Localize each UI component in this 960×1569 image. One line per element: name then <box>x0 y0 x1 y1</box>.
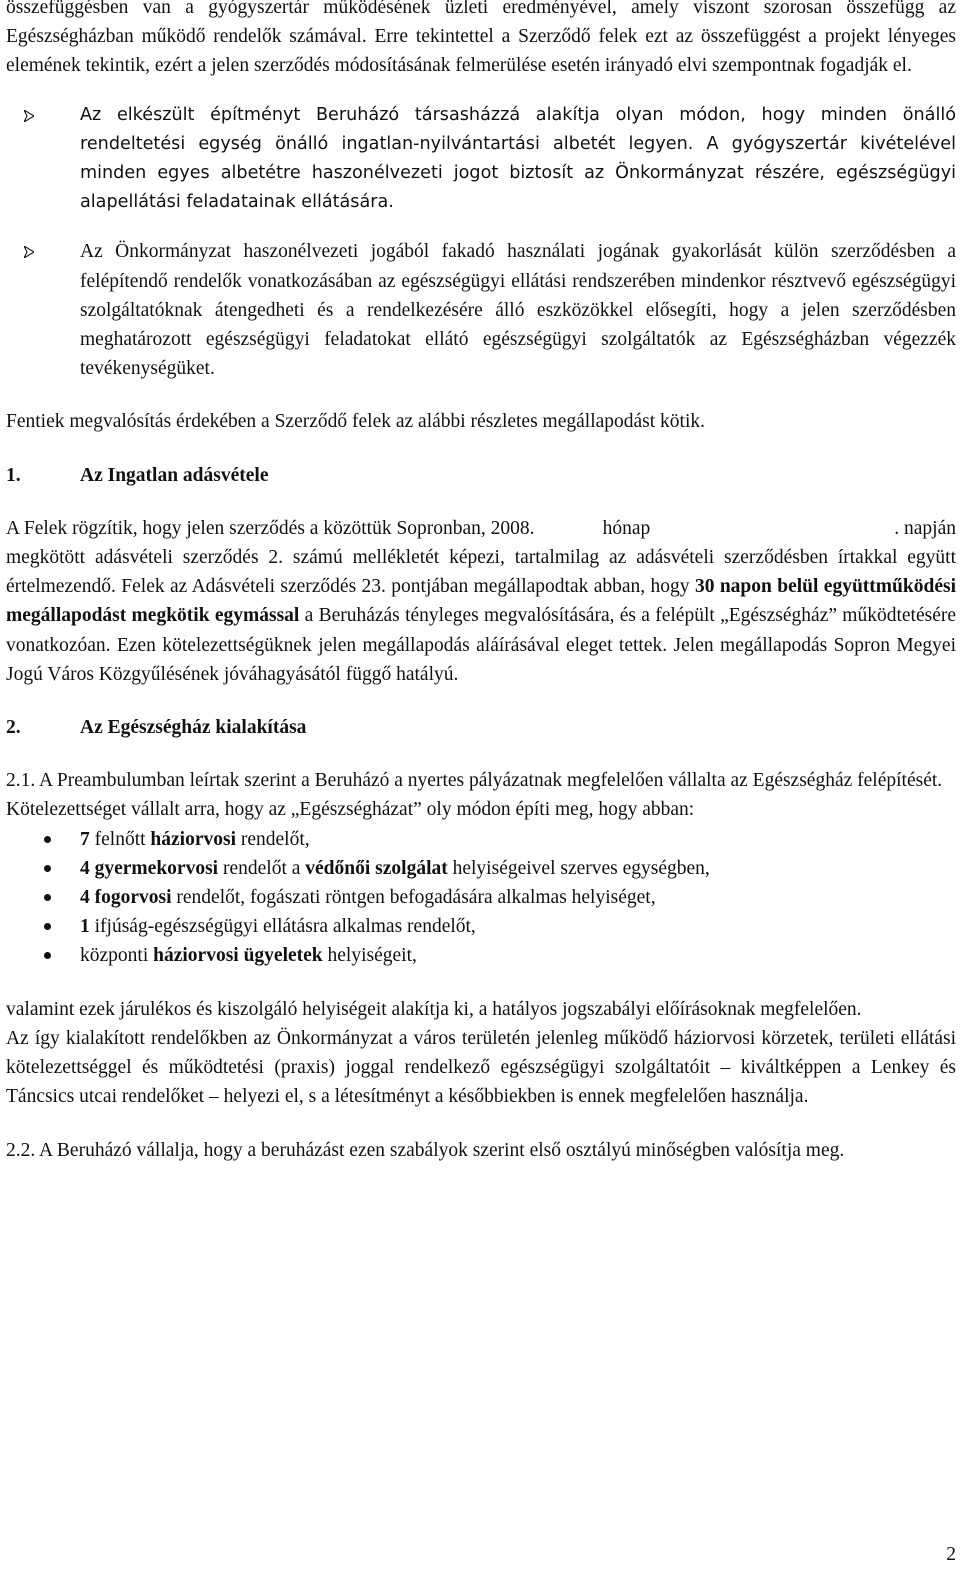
list-item <box>6 912 956 941</box>
facility-list <box>6 825 956 971</box>
section-2-1-obligation: Kötelezettséget vállalt arra, hogy az „Egészségházat” oly módon építi meg, hogy abban: <box>6 799 695 821</box>
rendelok-paragraph: Az így kialakított rendelőkben az Önkormányzat a város területén jelenleg működő háziorvosi körzetek, területi ellátási kötelezettséggel és működtetési (praxis) joggal rendelkező egészségügyi szolgáltatóit – kiváltképpen a Lenkey és Táncsics utcai rendelőket – helyezi el, s a létesítményt a későbbiekben is ennek megfelelően használja. <box>6 1027 956 1108</box>
list-item <box>6 854 956 883</box>
section-1-heading <box>6 461 956 490</box>
bullet-dot-icon <box>44 836 51 843</box>
section-title: Az Egészségház kialakítása <box>80 717 307 739</box>
text-fragment: helyiségeit, <box>322 945 417 967</box>
fentiek-paragraph: Fentiek megvalósítás érdekében a Szerződő felek az alábbi részletes megállapodást kötik. <box>6 411 706 433</box>
section-1-bold-text: 30 napon belül együttműködési megállapodást megkötik egymással <box>6 576 956 627</box>
list-item <box>6 825 956 854</box>
section-1-paragraph <box>6 514 956 543</box>
bold-fragment: háziorvosi <box>150 828 236 850</box>
arrow-bullet-icon <box>24 246 34 258</box>
bold-fragment: 4 fogorvosi <box>80 887 172 909</box>
bold-fragment: 7 <box>80 828 90 850</box>
arrow-item-text: Az elkészült építményt Beruházó társasházzá alakítja olyan módon, hogy minden önálló rendeltetési egység önálló ingatlan-nyilvántartási albetét legyen. A gyógyszertár kivételével minden egyes albetétre haszonélvezeti jogot biztosít az Önkormányzat részére, egészségügyi alapellátási feladatainak ellátására. <box>80 104 956 213</box>
text-fragment: helyiségeivel szerves egységben, <box>447 857 710 879</box>
section-2-1-paragraph: 2.1. A Preambulumban leírtak szerint a Beruházó a nyertes pályázatnak megfelelően vállalta az Egészségház felépítését. <box>6 770 943 792</box>
bold-fragment: 1 <box>80 916 90 938</box>
bold-fragment: háziorvosi ügyeletek <box>153 945 323 967</box>
arrow-list-item <box>6 237 956 383</box>
document-page <box>6 0 956 1165</box>
section-1-text: A Felek rögzítik, hogy jelen szerződés a közöttük Sopronban, 2008. <box>6 517 535 539</box>
text-fragment: központi <box>80 945 154 967</box>
section-2-heading <box>6 713 956 742</box>
page-number: 2 <box>946 1544 956 1565</box>
after-bullets-paragraph: valamint ezek járulékos és kiszolgáló helyiségeit alakítja ki, a hatályos jogszabályi előírásoknak megfelelően. <box>6 998 862 1020</box>
intro-paragraph: összefüggésben van a gyógyszertár működésének üzleti eredményével, amely viszont szorosan összefügg az Egészségházban működő rendelők számával. Erre tekintettel a Szerződő felek ezt az összefüggést a projekt lényeges elemének tekintik, ezért a jelen szerződés módosításának felmerülése esetén irányadó elvi szempontnak fogadják el. <box>6 0 956 77</box>
bold-fragment: védőnői szolgálat <box>305 857 448 879</box>
bullet-dot-icon <box>44 894 51 901</box>
section-number: 1. <box>6 464 21 486</box>
section-1-text: megkötött adásvételi szerződés 2. számú mellékletét képezi, tartalmilag az adásvételi szerződésben írtakkal együtt értelmezendő. Felek az Adásvételi szerződés 23. pontjában megállapodtak abban, hogy <box>6 547 956 598</box>
text-fragment: ifjúság-egészségügyi ellátásra alkalmas rendelőt, <box>89 916 476 938</box>
arrow-item-text: Az Önkormányzat haszonélvezeti jogából fakadó használati jogának gyakorlását külön szerződésben a felépítendő rendelők vonatkozásában az egészségügyi ellátási rendszerében mindenkor résztvevő egészségügyi szolgáltatóknak átengedheti és a rendelkezésére álló eszközökkel elősegíti, hogy a jelen szerződésben meghatározott egészségügyi feladatokat ellátó egészségügyi szolgáltatók az Egészségházban végezzék tevékenységüket. <box>80 241 956 380</box>
bullet-dot-icon <box>44 952 51 959</box>
section-2-2-paragraph: 2.2. A Beruházó vállalja, hogy a beruházást ezen szabályok szerint első osztályú minőségben valósítja meg. <box>6 1139 845 1161</box>
text-fragment: rendelőt, <box>236 828 310 850</box>
section-title: Az Ingatlan adásvétele <box>80 464 269 486</box>
section-1-text: a Beruházás tényleges megvalósítására, és a felépült „Egészségház” működtetésére vonatkozóan. Ezen kötelezettségüknek jelen megállapodás aláírásával eleget tettek. Jelen megállapodás Sopron Megyei Jogú Város Közgyűlésének jóváhagyásától függő hatályú. <box>6 605 957 685</box>
text-fragment: felnőtt <box>89 828 151 850</box>
list-item <box>6 941 956 970</box>
bullet-dot-icon <box>44 865 51 872</box>
arrow-list-item <box>6 101 956 218</box>
list-item <box>6 883 956 912</box>
section-1-day: . napján <box>894 517 956 539</box>
section-number: 2. <box>6 717 21 739</box>
section-1-paragraph-cont <box>6 543 956 689</box>
text-fragment: rendelőt a <box>218 857 306 879</box>
bold-fragment: 4 gyermekorvosi <box>80 857 219 879</box>
arrow-bullet-icon <box>24 110 34 122</box>
text-fragment: rendelőt, fogászati röntgen befogadására alkalmas helyiséget, <box>171 887 656 909</box>
bullet-dot-icon <box>44 923 51 930</box>
section-1-month: hónap <box>602 517 651 539</box>
